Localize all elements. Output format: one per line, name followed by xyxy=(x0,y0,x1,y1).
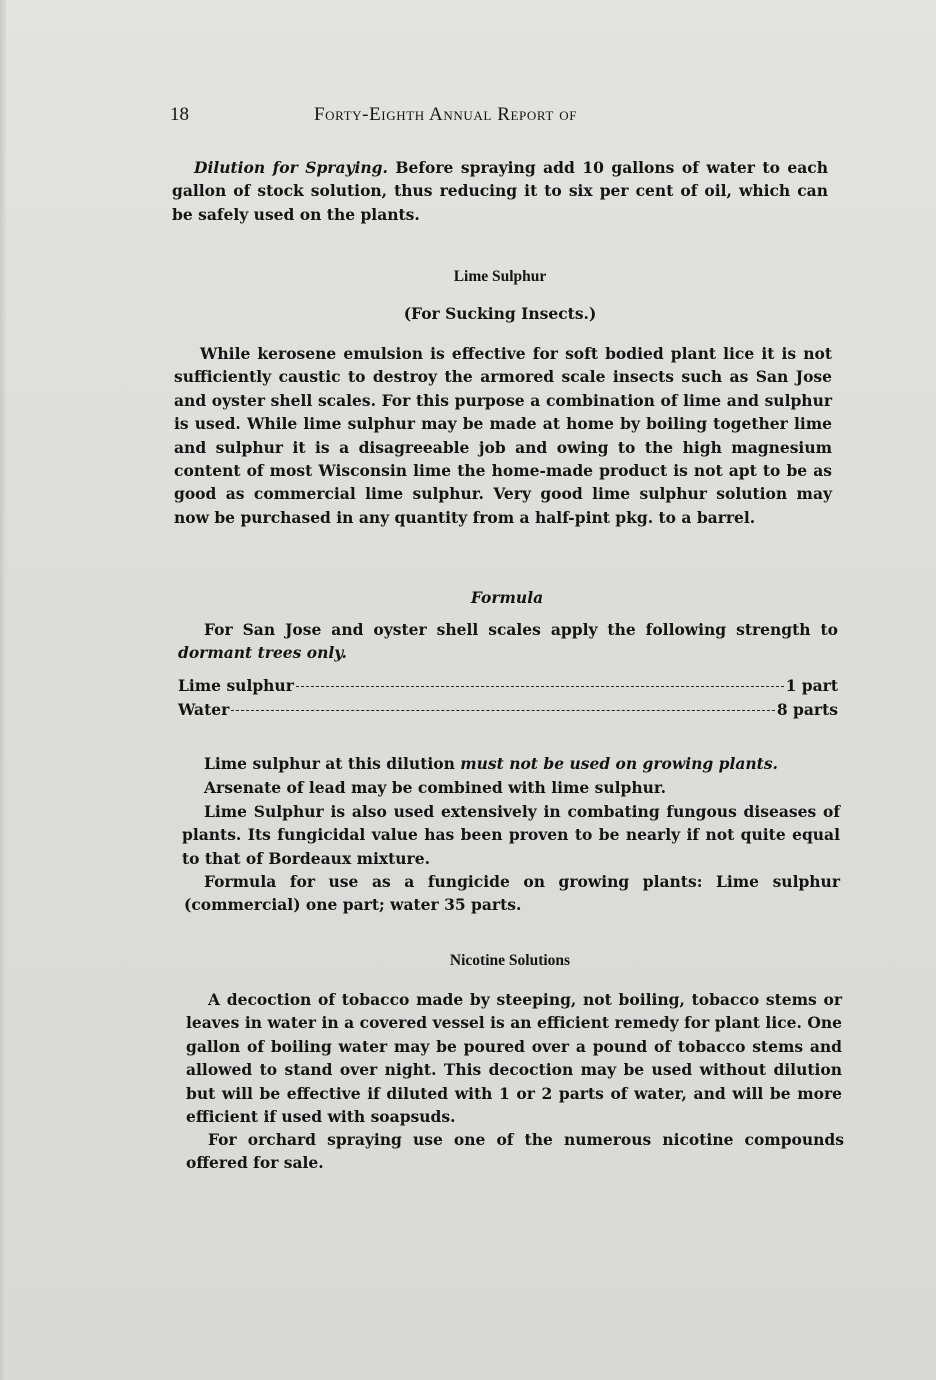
dilution-paragraph xyxy=(172,156,828,226)
formula-note-1-italic: must not be used on growing plants. xyxy=(460,754,778,773)
lime-sulphur-paragraph: While kerosene emulsion is effective for soft bodied plant lice it is not sufficiently caustic to destroy the armored scale insects such as San Jose and oyster shell scales. For this purpose a combination of lime and sulphur is used. While lime sulphur may be made at home by boiling together lime and sulphur it is a disagreeable job and owing to the high magnesium content of most Wisconsin lime the home-made product is not apt to be as good as commercial lime sulphur. Very good lime sulphur solution may now be purchased in any quantity from a half-pint pkg. to a barrel. xyxy=(174,344,832,527)
formula-row-amount: 8 parts xyxy=(776,700,838,719)
formula-intro-text: For San Jose and oyster shell scales apply the following strength to xyxy=(204,620,838,639)
leader-dashes xyxy=(231,710,775,711)
nicotine-paragraph-2: For orchard spraying use one of the numerous nicotine compounds offered for sale. xyxy=(186,1130,844,1173)
formula-note-4: Formula for use as a fungicide on growing plants: Lime sulphur (commercial) one part; water 35 parts. xyxy=(184,872,840,915)
lime-sulphur-heading: Lime Sulphur xyxy=(453,268,547,285)
dilution-text: Before spraying add 10 gallons of water to each gallon of stock solution, thus reducing it to six per cent of oil, which can be safely used on the plants. xyxy=(172,158,828,224)
formula-note-3: Lime Sulphur is also used extensively in combating fungous diseases of plants. Its fungicidal value has been proven to be nearly if not quite equal to that of Bordeaux mixture. xyxy=(182,802,840,868)
formula-row-lime xyxy=(178,676,838,695)
formula-note-1 xyxy=(180,752,840,775)
nicotine-paragraph-1: A decoction of tobacco made by steeping, not boiling, tobacco stems or leaves in water in a covered vessel is an efficient remedy for plant lice. One gallon of boiling water may be poured over a pound of tobacco stems and allowed to stand over night. This decoction may be used without dilution but will be effective if diluted with 1 or 2 parts of water, and will be more efficient if used with soapsuds. xyxy=(186,990,842,1127)
nicotine-heading: Nicotine Solutions xyxy=(449,952,571,969)
formula-intro xyxy=(178,618,838,665)
formula-row-label: Water xyxy=(178,700,230,719)
running-head: Forty-Eighth Annual Report of xyxy=(314,104,578,125)
formula-row-water xyxy=(178,700,838,719)
formula-note-2: Arsenate of lead may be combined with lime sulphur. xyxy=(204,778,667,797)
page-header xyxy=(170,104,850,134)
leader-dashes xyxy=(296,686,784,687)
formula-row-amount: 1 part xyxy=(785,676,838,695)
formula-note-1-text: Lime sulphur at this dilution xyxy=(204,754,461,773)
formula-title: Formula xyxy=(470,588,544,607)
formula-intro-italic: dormant trees only. xyxy=(178,643,347,663)
dilution-label: Dilution for Spraying. xyxy=(194,158,388,177)
lime-sulphur-subheading: (For Sucking Insects.) xyxy=(403,304,597,323)
page-number: 18 xyxy=(170,104,189,125)
formula-row-label: Lime sulphur xyxy=(178,676,294,695)
page-edge xyxy=(0,0,6,1380)
